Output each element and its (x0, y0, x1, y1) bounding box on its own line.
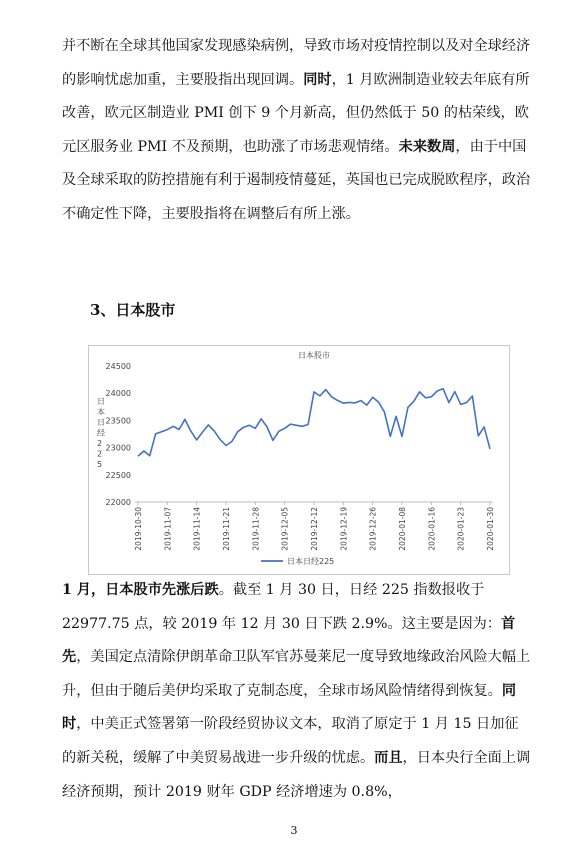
y-axis-label: 日本日经 2 2 5 (97, 397, 105, 469)
x-tick-label: 2019-12-19 (339, 507, 349, 551)
x-tick-label: 2020-01-16 (427, 507, 437, 551)
series-line-nikkei225 (138, 389, 490, 456)
x-tick-label: 2020-01-23 (456, 507, 466, 551)
paragraph-japan-analysis (62, 574, 532, 809)
y-tick-label: 23500 (105, 416, 131, 426)
text-span: ，美国定点清除伊朗革命卫队军官苏曼莱尼一度导致地缘政治风险大幅上升，但由于随后美伊均采取了克制态度，全球市场风险情绪得到恢复。 (62, 649, 531, 699)
chart-frame (88, 345, 510, 575)
bold-keyword: 1 月，日本股市先涨后跌 (62, 582, 219, 598)
y-tick-label: 22500 (105, 470, 131, 480)
y-tick-label: 22000 (105, 498, 131, 507)
x-tick-label: 2019-11-28 (251, 507, 261, 551)
text-span: ，日本央行全面上调经济预期，预计 2019 财年 GDP 经济增速为 0.8%， (62, 749, 531, 800)
page-number: 3 (290, 824, 298, 837)
x-tick-label: 2019-10-30 (134, 507, 143, 551)
text-span: ，1 月欧洲制造业较去年底有所改善，欧元区制造业 PMI 创下 9 个月新高，但仍然低于 50 的枯荣线，欧元区服务业 PMI 不及预期，也助涨了市场悲观情绪。 (62, 71, 530, 155)
bold-keyword: 首先 (62, 615, 516, 666)
x-tick-label: 2019-11-21 (222, 507, 231, 551)
x-tick-label: 2019-12-12 (310, 507, 319, 551)
bold-keyword: 未来数周 (398, 138, 456, 155)
y-tick-label: 24000 (105, 389, 131, 399)
line-chart (89, 346, 509, 574)
x-tick-label: 2019-11-07 (163, 507, 173, 551)
bold-keyword: 而且 (374, 749, 403, 766)
x-tick-label: 2020-01-08 (398, 507, 407, 551)
section-heading: 3、日本股市 (90, 301, 176, 319)
chart-title: 日本股市 (298, 351, 330, 360)
x-tick-label: 2019-12-05 (280, 507, 290, 551)
text-span: 并不断在全球其他国家发现感染病例，导致市场对疫情控制以及对全球经济的影响忧虑加重，主要股指出现回调。 (62, 38, 531, 88)
y-tick-label: 24500 (105, 362, 131, 371)
text-span: 。截至 1 月 30 日，日经 225 指数报收于 22977.75 点，较 2019 年 12 月 30 日下跌 2.9%。这主要是因为： (62, 582, 502, 632)
y-tick-label: 23000 (105, 443, 131, 453)
text-span: ，由于中国及全球采取的防控措施有利于遏制疫情蔓延，英国也已完成脱欧程序，政治不确定性下降，主要股指将在调整后有所上涨。 (62, 138, 531, 222)
legend-label: 日本日经225 (287, 557, 335, 566)
paragraph-europe-outlook (62, 30, 532, 232)
x-tick-label: 2019-11-14 (192, 507, 202, 551)
bold-keyword: 同时 (62, 682, 517, 733)
text-span: ，中美正式签署第一阶段经贸协议文本，取消了原定于 1 月 15 日加征的新关税，缓解了中美贸易战进一步升级的忧虑。 (62, 716, 519, 766)
x-tick-label: 2020-01-30 (486, 507, 495, 551)
bold-keyword: 同时 (303, 71, 332, 88)
x-tick-label: 2019-12-26 (368, 507, 378, 551)
